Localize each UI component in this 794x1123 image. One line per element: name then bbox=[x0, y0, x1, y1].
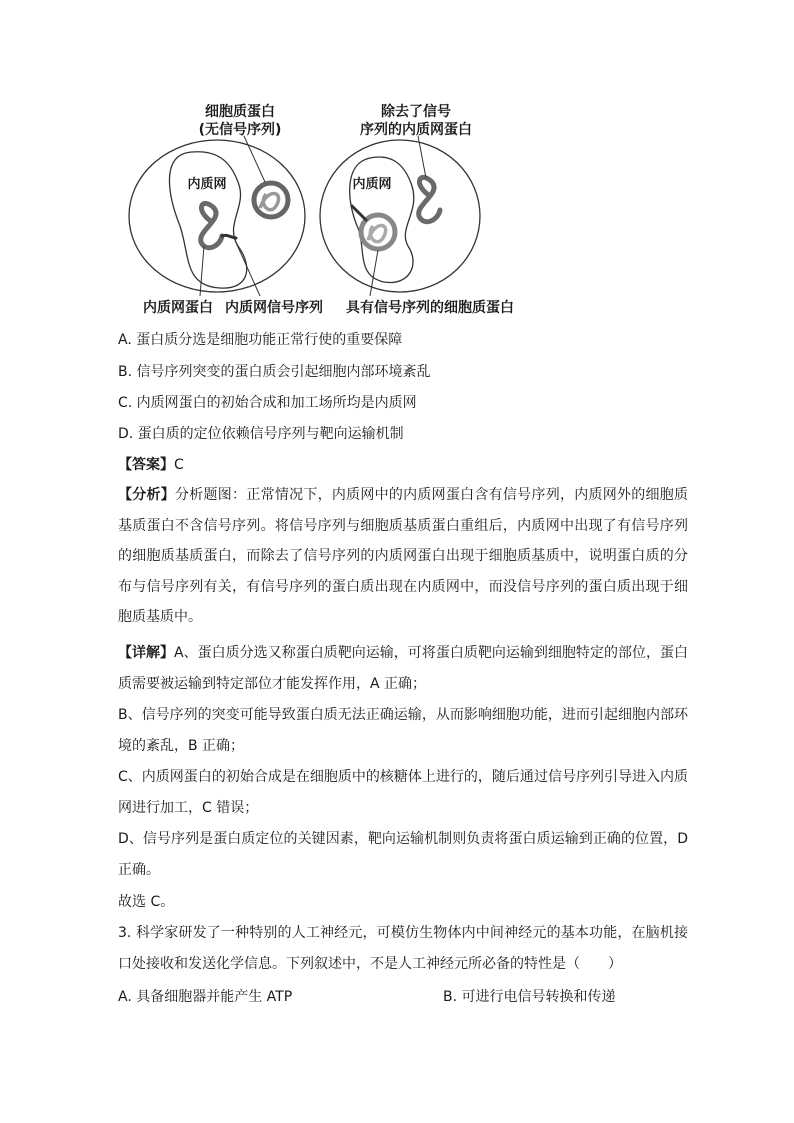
question3-stem: 3. 科学家研发了一种特别的人工神经元，可模仿生物体内中间神经元的基本功能，在脑机接口处接收和发送化学信息。下列叙述中，不是人工神经元所必备的特性是（ ） bbox=[118, 925, 688, 972]
left-top-label-2: (无信号序列) bbox=[198, 122, 282, 138]
right-top-label-1: 除去了信号 bbox=[381, 104, 451, 120]
right-er-label: 内质网 bbox=[352, 177, 392, 192]
right-bottom-label: 具有信号序列的细胞质蛋白 bbox=[346, 300, 514, 316]
protein-sorting-figure bbox=[120, 96, 540, 322]
option-d: D. 蛋白质的定位依赖信号序列与靶向运输机制 bbox=[118, 426, 404, 442]
option-c: C. 内质网蛋白的初始合成和加工场所均是内质网 bbox=[118, 395, 417, 411]
answer-tag: 【答案】 bbox=[118, 457, 174, 473]
detail-tag: 【详解】 bbox=[118, 645, 175, 661]
figure-svg bbox=[120, 96, 540, 322]
right-cell bbox=[320, 136, 480, 296]
option-a: A. 蛋白质分选是细胞功能正常行使的重要保障 bbox=[118, 332, 403, 348]
detail-d-paragraph: D、信号序列是蛋白质定位的关键因素，靶向运输机制则负责将蛋白质运输到正确的位置，D 正确。 bbox=[118, 831, 688, 878]
right-top-label-2: 序列的内质网蛋白 bbox=[360, 122, 472, 138]
detail-b-paragraph: B、信号序列的突变可能导致蛋白质无法正确运输，从而影响细胞功能，进而引起细胞内部环境的紊乱，B 正确； bbox=[118, 707, 688, 754]
question3-option-b: B. 可进行电信号转换和传递 bbox=[443, 989, 616, 1005]
left-er-label: 内质网 bbox=[187, 177, 227, 192]
detail-conclusion: 故选 C。 bbox=[118, 894, 175, 910]
left-bottom-label-1: 内质网蛋白 bbox=[143, 300, 213, 316]
detail-a-paragraph bbox=[118, 638, 688, 699]
answer-value: C bbox=[174, 457, 184, 473]
analysis-tag: 【分析】 bbox=[118, 487, 176, 503]
analysis-text: 分析题图：正常情况下，内质网中的内质网蛋白含有信号序列，内质网外的细胞质基质蛋白不含信号序列。将信号序列与细胞质基质蛋白重组后，内质网中出现了有信号序列的细胞质基质蛋白，而除去了信号序列的内质网蛋白出现于细胞质基质中，说明蛋白质的分布与信号序列有关，有信号序列的蛋白质出现在内质网中，而没信号序列的蛋白质出现于细胞质基质中。 bbox=[118, 487, 689, 626]
option-b: B. 信号序列突变的蛋白质会引起细胞内部环境紊乱 bbox=[118, 364, 431, 380]
analysis-paragraph bbox=[118, 480, 688, 633]
left-cell bbox=[129, 136, 305, 296]
left-top-label-1: 细胞质蛋白 bbox=[205, 104, 275, 120]
detail-a-text: A、蛋白质分选又称蛋白质靶向运输，可将蛋白质靶向运输到细胞特定的部位，蛋白质需要被运输到特定部位才能发挥作用，A 正确； bbox=[118, 645, 689, 692]
left-bottom-label-2: 内质网信号序列 bbox=[225, 300, 323, 316]
question3-option-a: A. 具备细胞器并能产生 ATP bbox=[118, 989, 293, 1005]
detail-c-paragraph: C、内质网蛋白的初始合成是在细胞质中的核糖体上进行的，随后通过信号序列引导进入内质网进行加工，C 错误； bbox=[118, 769, 688, 816]
answer-line bbox=[118, 455, 184, 475]
